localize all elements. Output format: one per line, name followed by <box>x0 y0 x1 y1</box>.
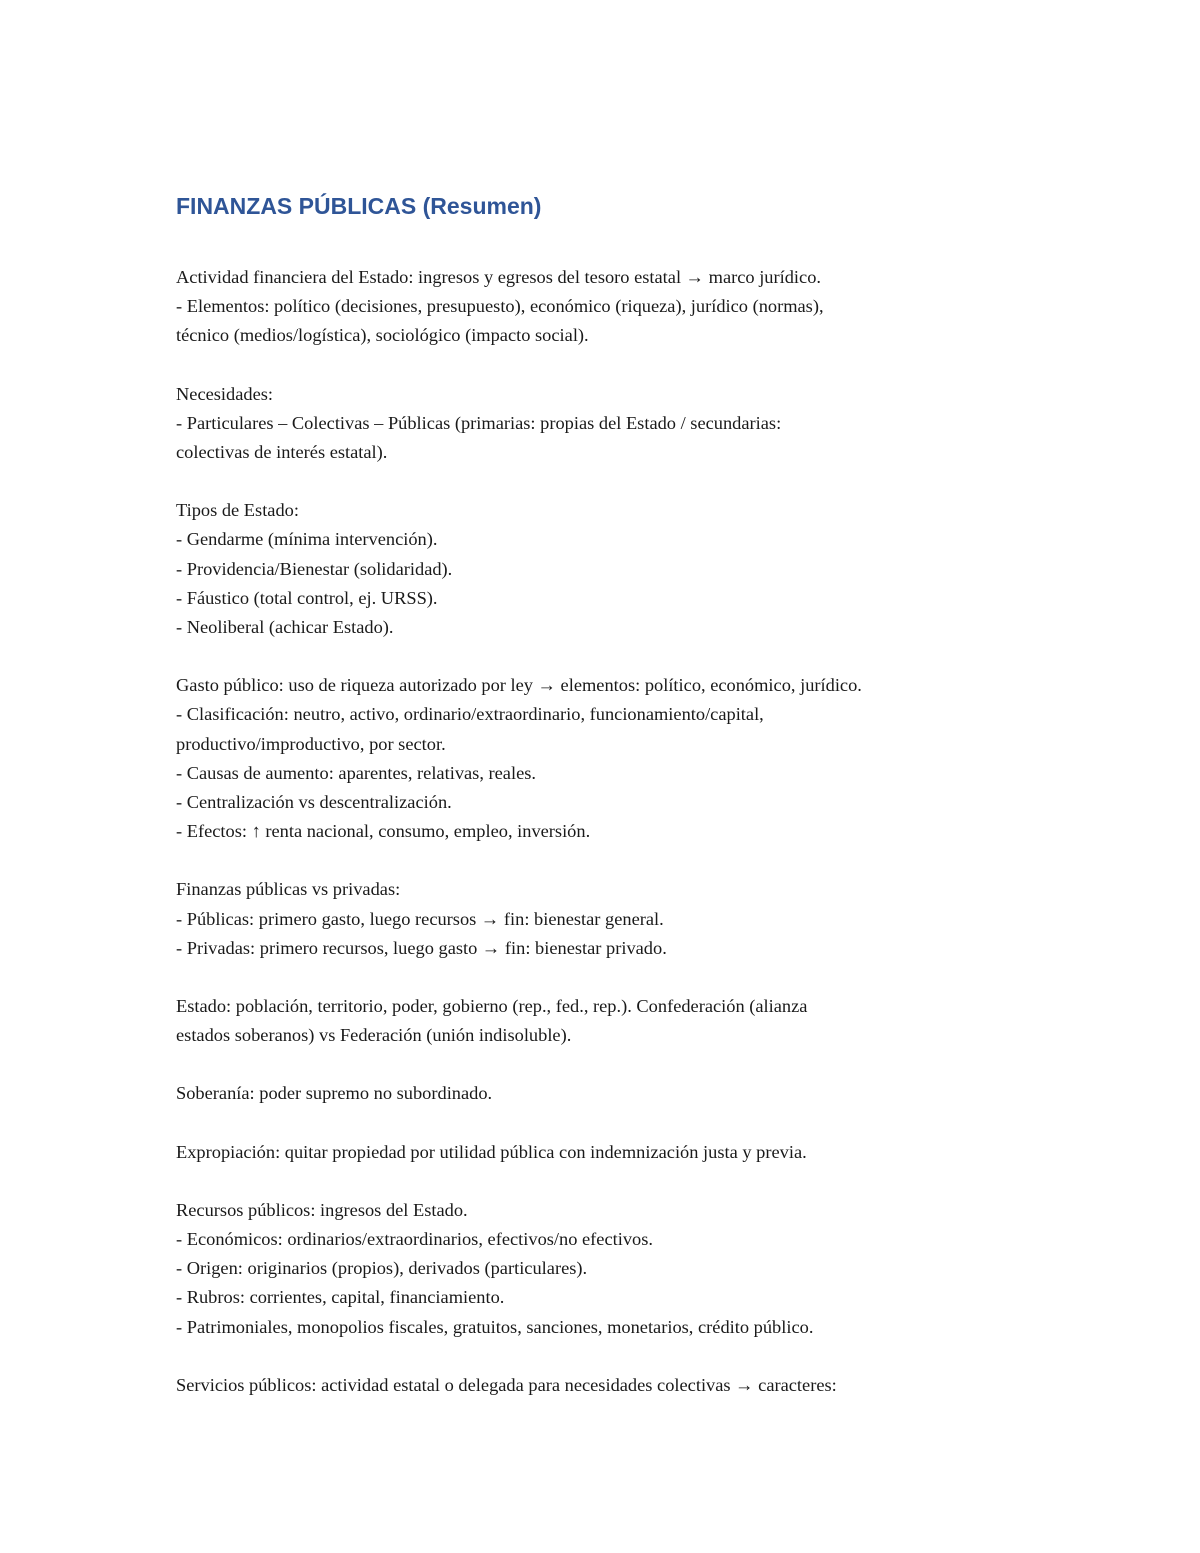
text-line: Gasto público: uso de riqueza autorizado por ley → elementos: político, económico, jurídico. <box>176 675 862 696</box>
list-item: - Clasificación: neutro, activo, ordinario/extraordinario, funcionamiento/capital, <box>176 704 764 725</box>
list-item: - Fáustico (total control, ej. URSS). <box>176 587 438 608</box>
list-item: - Centralización vs descentralización. <box>176 792 452 813</box>
section-finanzas-publicas-vs-privadas <box>176 875 1056 963</box>
section-actividad-financiera <box>176 263 1056 351</box>
text-line: Servicios públicos: actividad estatal o delegada para necesidades colectivas → caracteres: <box>176 1374 837 1395</box>
list-item: - Causas de aumento: aparentes, relativas, reales. <box>176 762 537 783</box>
list-item: - Públicas: primero gasto, luego recursos → fin: bienestar general. <box>176 908 664 929</box>
section-heading: Necesidades: <box>176 383 274 404</box>
text-line: Recursos públicos: ingresos del Estado. <box>176 1199 468 1220</box>
list-item: - Efectos: ↑ renta nacional, consumo, empleo, inversión. <box>176 821 591 842</box>
section-servicios-publicos <box>176 1371 1056 1400</box>
list-item: - Privadas: primero recursos, luego gasto → fin: bienestar privado. <box>176 937 667 958</box>
list-item: - Económicos: ordinarios/extraordinarios, efectivos/no efectivos. <box>176 1229 653 1250</box>
text-line: Soberanía: poder supremo no subordinado. <box>176 1083 493 1104</box>
text-line: Estado: población, territorio, poder, gobierno (rep., fed., rep.). Confederación (alianza <box>176 996 808 1017</box>
text-line: Actividad financiera del Estado: ingresos y egresos del tesoro estatal → marco jurídico. <box>176 267 822 287</box>
text-line: colectivas de interés estatal). <box>176 442 388 463</box>
document-title: FINANZAS PÚBLICAS (Resumen) <box>176 193 542 219</box>
section-estado <box>176 992 1056 1050</box>
section-tipos-de-estado <box>176 496 1056 642</box>
list-item: - Neoliberal (achicar Estado). <box>176 617 394 638</box>
text-line: Expropiación: quitar propiedad por utilidad pública con indemnización justa y previa. <box>176 1141 807 1162</box>
list-item: - Origen: originarios (propios), derivados (particulares). <box>176 1258 588 1279</box>
list-item: - Providencia/Bienestar (solidaridad). <box>176 558 453 579</box>
section-heading: Tipos de Estado: <box>176 500 299 521</box>
document-body <box>176 190 1056 1429</box>
list-item: - Gendarme (mínima intervención). <box>176 529 438 550</box>
list-item: - Patrimoniales, monopolios fiscales, gratuitos, sanciones, monetarios, crédito público. <box>176 1316 814 1337</box>
section-expropiacion <box>176 1138 1056 1167</box>
section-gasto-publico <box>176 671 1056 846</box>
section-recursos-publicos <box>176 1196 1056 1342</box>
text-line: - Elementos: político (decisiones, presupuesto), económico (riqueza), jurídico (normas), <box>176 296 824 317</box>
text-line: productivo/improductivo, por sector. <box>176 733 446 754</box>
text-line: - Particulares – Colectivas – Públicas (primarias: propias del Estado / secundarias: <box>176 412 782 433</box>
text-line: técnico (medios/logística), sociológico (impacto social). <box>176 325 589 346</box>
text-line: estados soberanos) vs Federación (unión indisoluble). <box>176 1025 572 1046</box>
section-heading: Finanzas públicas vs privadas: <box>176 879 401 900</box>
list-item: - Rubros: corrientes, capital, financiamiento. <box>176 1287 505 1308</box>
section-soberania <box>176 1079 1056 1108</box>
section-necesidades <box>176 380 1056 468</box>
